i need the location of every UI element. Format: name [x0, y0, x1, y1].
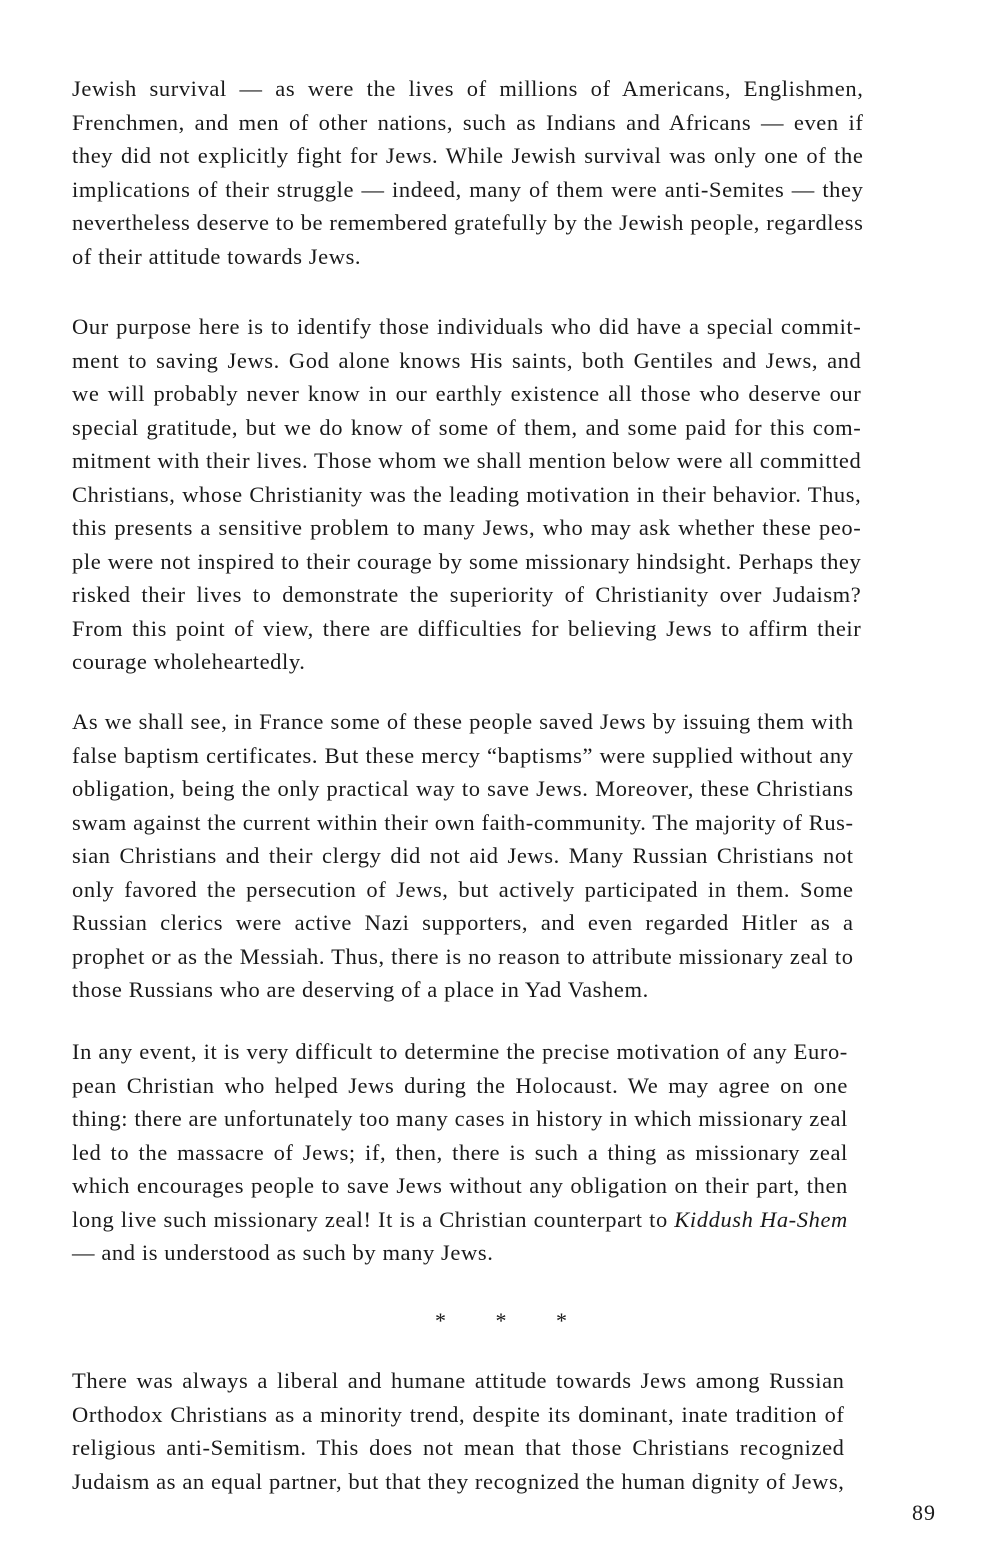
paragraph-4 [72, 1035, 848, 1270]
text-line: Christians, whose Christianity was the leading motivation in their behavior. Thus, [72, 481, 862, 507]
paragraph-3 [72, 705, 854, 1007]
text-line: thing: there are unfortunately too many cases in history in which missionary zeal [72, 1106, 848, 1131]
text-line: implications of their struggle — indeed, many of them were anti-Semites — they [72, 176, 864, 202]
text-line: special gratitude, but we do know of some of them, and some paid for this com- [72, 414, 862, 440]
text-line: of their attitude towards Jews. [72, 243, 362, 269]
text-line: Our purpose here is to identify those individuals who did have a special commit- [72, 314, 862, 339]
paragraph-5 [72, 1364, 845, 1498]
text-line: risked their lives to demonstrate the superiority of Christianity over Judaism? [72, 582, 862, 607]
text-line: pean Christian who helped Jews during the Holocaust. We may agree on one [72, 1072, 848, 1098]
text-line: ment to saving Jews. God alone knows His saints, both Gentiles and Jews, and [72, 347, 862, 373]
text-line: Russian clerics were active Nazi supporters, and even regarded Hitler as a [72, 910, 854, 935]
section-separator: * * * [435, 1308, 589, 1333]
page-number: 89 [912, 1500, 936, 1525]
text-line: From this point of view, there are difficulties for believing Jews to affirm their [72, 615, 862, 641]
text-line: ple were not inspired to their courage by some missionary hindsight. Perhaps they [72, 548, 862, 574]
text-line: sian Christians and their clergy did not aid Jews. Many Russian Christians not [72, 843, 854, 868]
text-line: courage wholeheartedly. [72, 649, 306, 674]
text-line: Frenchmen, and men of other nations, such as Indians and Africans — even if [72, 109, 864, 135]
text-line-with-italic [72, 1203, 848, 1237]
text-line: Judaism as an equal partner, but that they recognized the human dignity of Jews, [72, 1468, 845, 1494]
text-line: obligation, being the only practical way to save Jews. Moreover, these Christians [72, 776, 854, 801]
text-line: Jewish survival — as were the lives of millions of Americans, Englishmen, [72, 76, 864, 101]
text-line: There was always a liberal and humane attitude towards Jews among Russian [72, 1368, 845, 1393]
text-line: nevertheless deserve to be remembered gratefully by the Jewish people, regardless [72, 210, 864, 235]
text-line: which encourages people to save Jews without any obligation on their part, then [72, 1173, 848, 1198]
text-line: false baptism certificates. But these mercy “baptisms” were supplied without any [72, 742, 854, 768]
text-line: In any event, it is very difficult to determine the precise motivation of any Euro- [72, 1039, 848, 1064]
text-line: mitment with their lives. Those whom we shall mention below were all committed [72, 448, 862, 473]
text-line: Orthodox Christians as a minority trend, despite its dominant, inate tradition of [72, 1401, 845, 1427]
text-line: only favored the persecution of Jews, but actively participated in them. Some [72, 876, 854, 902]
paragraph-1 [72, 72, 863, 273]
text-line: — and is understood as such by many Jews. [72, 1240, 494, 1265]
text-line: this presents a sensitive problem to many Jews, who may ask whether these peo- [72, 515, 862, 540]
text-line: those Russians who are deserving of a place in Yad Vashem. [72, 977, 649, 1002]
text-line: religious anti-Semitism. This does not mean that those Christians recognized [72, 1435, 845, 1460]
text-line: they did not explicitly fight for Jews. While Jewish survival was only one of the [72, 143, 864, 168]
italic-phrase: Kiddush Ha-Shem [674, 1206, 848, 1232]
text-line: led to the massacre of Jews; if, then, there is such a thing as missionary zeal [72, 1139, 848, 1165]
paragraph-2 [72, 310, 861, 679]
text-line: As we shall see, in France some of these people saved Jews by issuing them with [72, 709, 854, 734]
text-line: we will probably never know in our earthly existence all those who deserve our [72, 381, 862, 406]
text-fragment: long live such missionary zeal! It is a Christian counterpart to [72, 1206, 668, 1232]
text-line: prophet or as the Messiah. Thus, there is no reason to attribute missionary zeal to [72, 943, 854, 969]
text-line: swam against the current within their own faith-community. The majority of Rus- [72, 809, 854, 835]
